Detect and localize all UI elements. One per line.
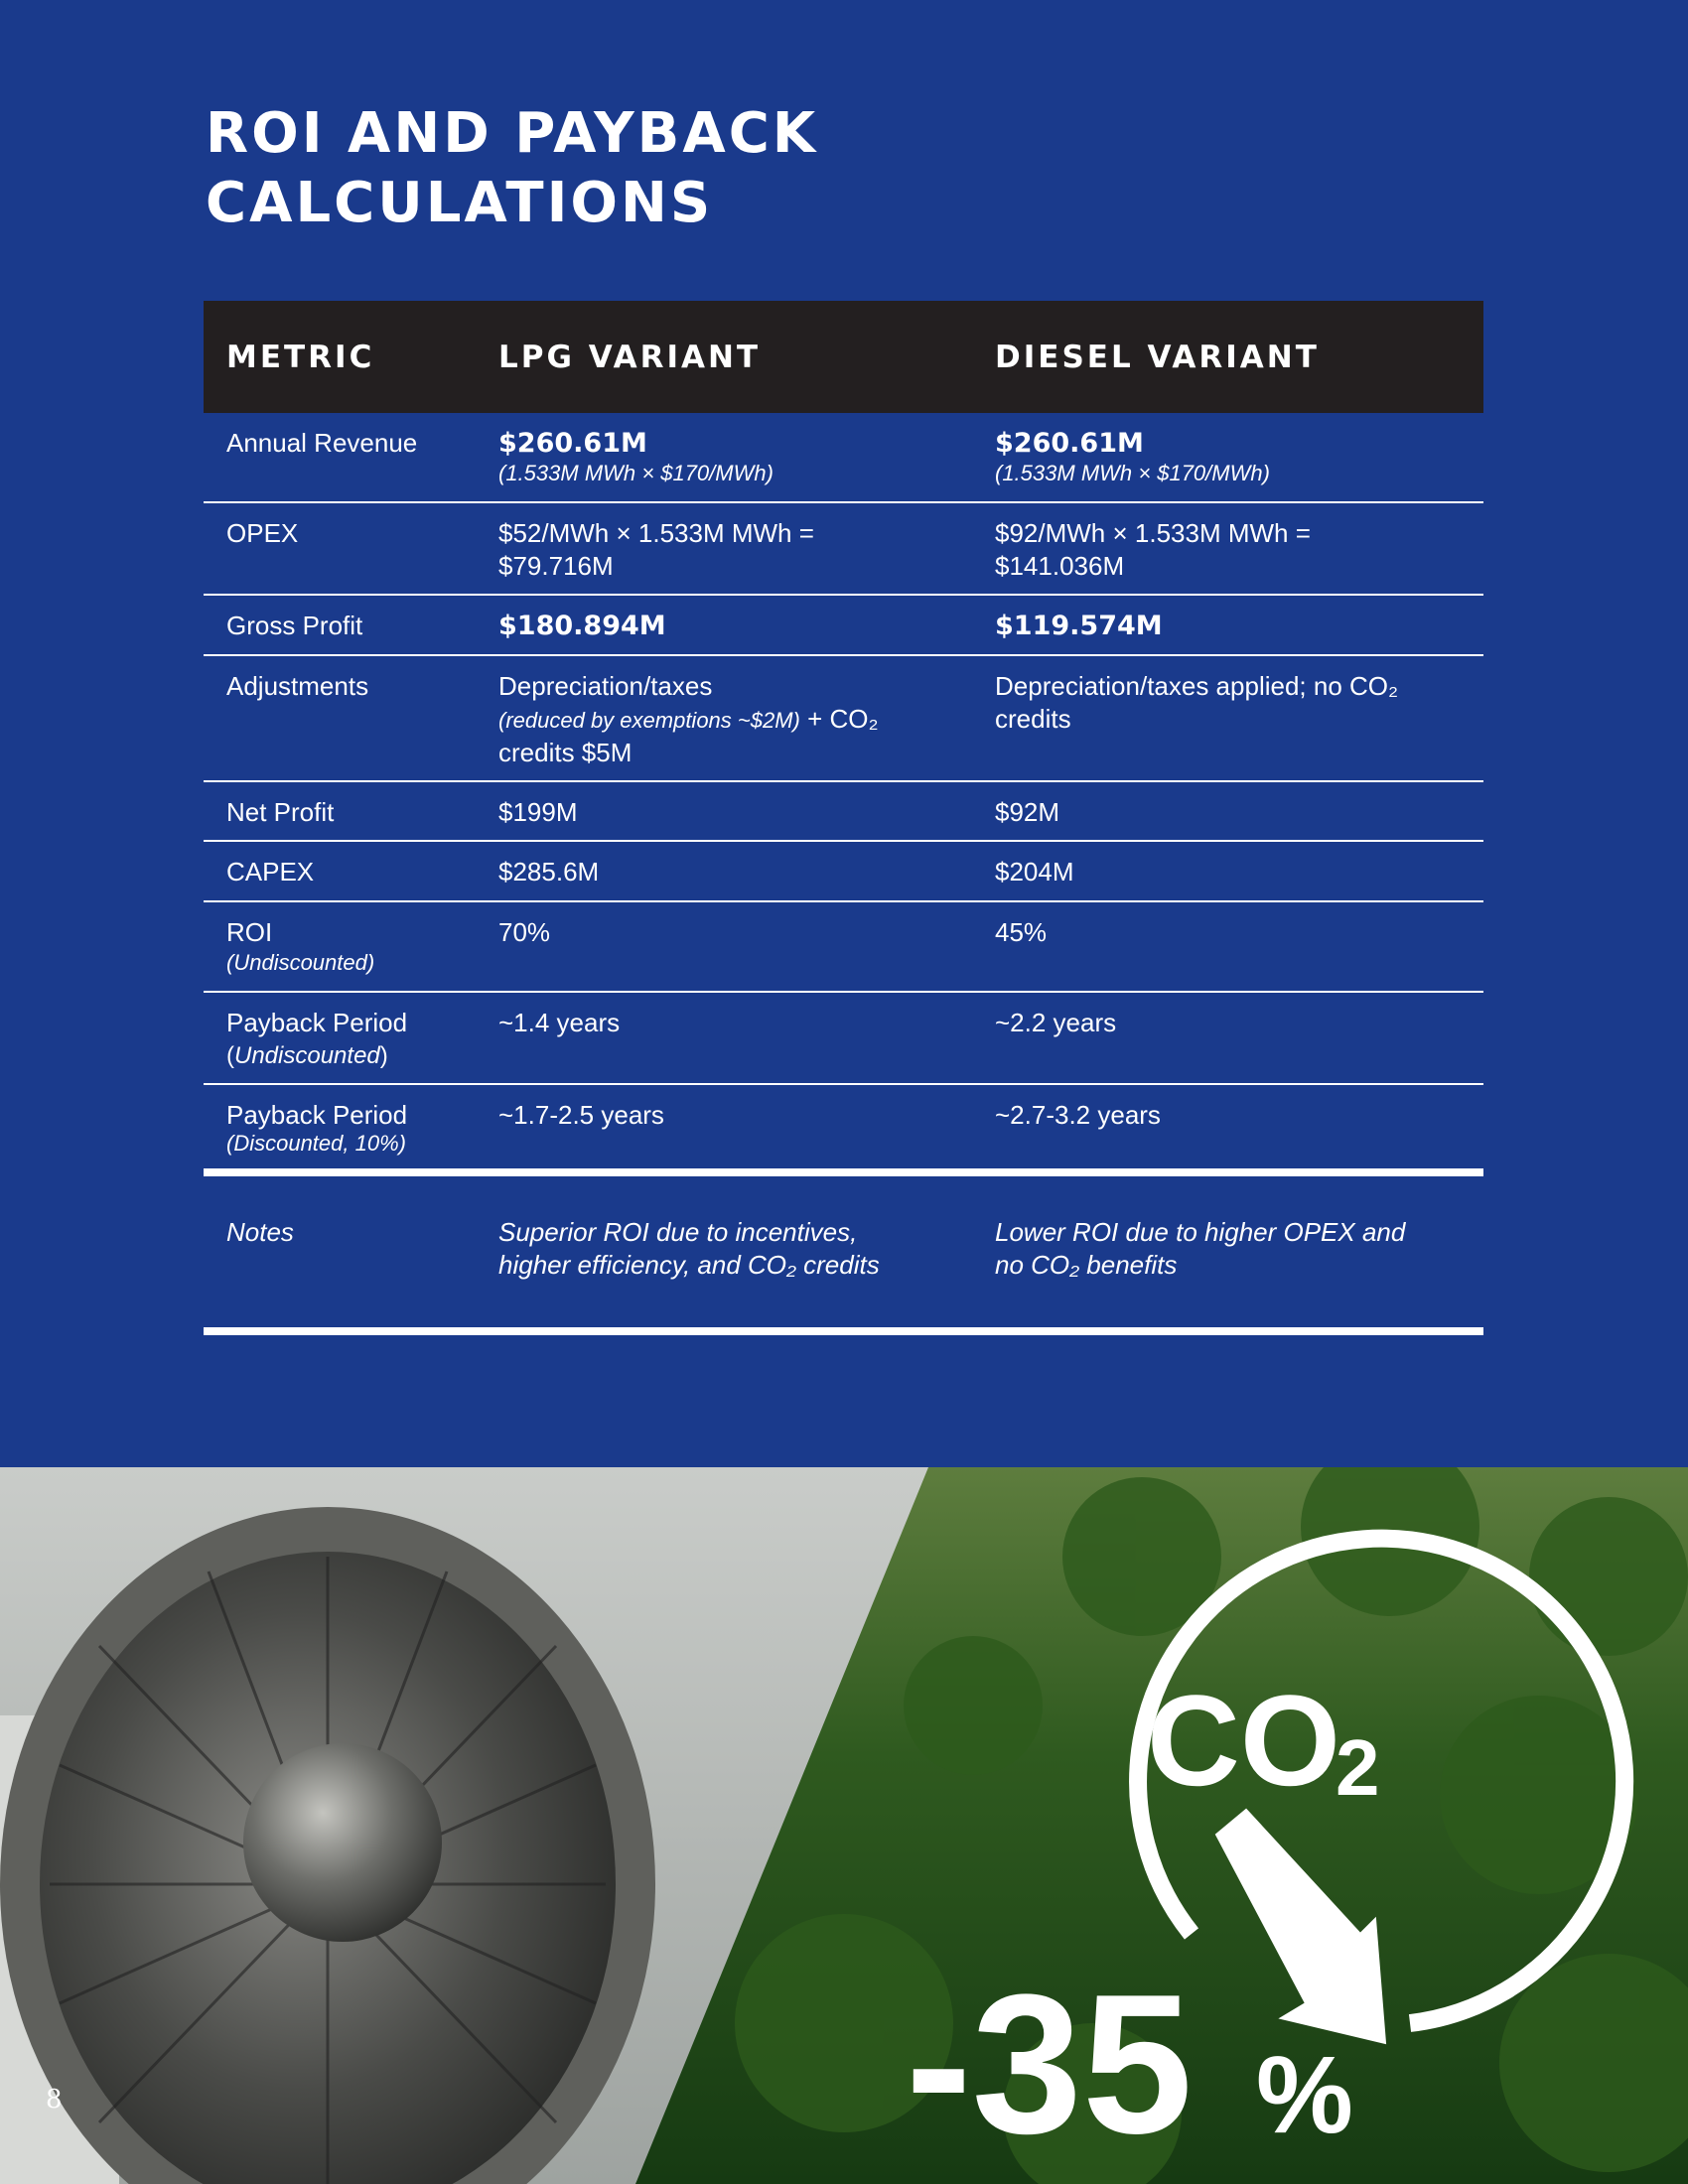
lpg-line: Depreciation/taxes (498, 671, 713, 701)
metric-note-open: ( (226, 1042, 234, 1069)
page-title-line-1: ROI AND PAYBACK (206, 101, 819, 166)
metric-note (226, 1039, 407, 1072)
lpg-note: (1.533M MWh × $170/MWh) (498, 461, 774, 485)
metric-note: (Discounted, 10%) (226, 1131, 406, 1156)
diesel-cell: $92M (995, 797, 1060, 827)
metric-cell: Gross Profit (226, 611, 363, 640)
diesel-cell: ~2.2 years (995, 1008, 1117, 1037)
diesel-line: $92/MWh × 1.533M MWh = (995, 518, 1311, 548)
lpg-cell (498, 427, 774, 487)
metric-note-close: ) (379, 1042, 388, 1069)
divider (204, 1168, 1483, 1176)
co2-subscript: 2 (1336, 1723, 1380, 1812)
lpg-co2-text: + CO₂ (799, 704, 879, 734)
notes-lpg (498, 1216, 880, 1282)
lpg-line: $79.716M (498, 551, 614, 581)
lpg-cell: 70% (498, 917, 551, 947)
table-row (204, 656, 1483, 782)
diesel-cell: 45% (995, 917, 1048, 947)
metric-note: (Undiscounted) (226, 950, 375, 975)
diesel-cell: ~2.7-3.2 years (995, 1100, 1161, 1130)
diesel-line: $141.036M (995, 551, 1125, 581)
lpg-line: credits $5M (498, 738, 633, 767)
table-row (204, 993, 1483, 1085)
lpg-cell: $199M (498, 797, 578, 827)
header-lpg: LPG VARIANT (498, 339, 762, 375)
roi-table (204, 301, 1483, 1171)
table-header (204, 301, 1483, 413)
divider (204, 1327, 1483, 1335)
diesel-note: (1.533M MWh × $170/MWh) (995, 461, 1270, 485)
metric-label: ROI (226, 917, 273, 947)
metric-cell (226, 1007, 407, 1072)
table-row (204, 842, 1483, 902)
notes-diesel (995, 1216, 1405, 1282)
page-title (206, 99, 818, 238)
metric-label: Payback Period (226, 1100, 408, 1130)
lpg-cell: ~1.7-2.5 years (498, 1100, 664, 1130)
metric-note-italic: Undiscounted (234, 1042, 380, 1069)
lpg-cell: $180.894M (498, 611, 666, 641)
turbine-nose-cone (243, 1743, 442, 1942)
notes-line: Superior ROI due to incentives, (498, 1217, 858, 1247)
diesel-cell: $204M (995, 857, 1074, 887)
diesel-cell: $119.574M (995, 611, 1163, 641)
diesel-cell (995, 427, 1270, 487)
lpg-cell: ~1.4 years (498, 1008, 621, 1037)
lpg-line: $52/MWh × 1.533M MWh = (498, 518, 814, 548)
notes-label: Notes (226, 1217, 294, 1247)
diesel-line: credits (995, 704, 1071, 734)
turbine-forest-illustration (0, 1467, 1688, 2184)
metric-cell (226, 916, 374, 977)
table-row (204, 596, 1483, 656)
page-number: 8 (46, 2085, 63, 2115)
co2-label: CO (1147, 1668, 1340, 1813)
notes-line: higher efficiency, and CO₂ credits (498, 1250, 880, 1280)
lpg-line (498, 703, 879, 737)
diesel-value: $260.61M (995, 428, 1144, 459)
metric-cell: OPEX (226, 518, 299, 548)
table-row (204, 413, 1483, 503)
hero-image (0, 1467, 1688, 2184)
metric-cell: Annual Revenue (226, 428, 418, 458)
reduction-unit: % (1256, 2034, 1353, 2156)
notes-row (204, 1216, 1483, 1296)
metric-cell: CAPEX (226, 857, 315, 887)
table-row (204, 902, 1483, 993)
table-row (204, 782, 1483, 842)
header-diesel: DIESEL VARIANT (995, 339, 1320, 375)
notes-line: no CO₂ benefits (995, 1250, 1178, 1280)
page-title-line-2: CALCULATIONS (206, 171, 714, 235)
metric-cell (226, 1099, 407, 1156)
notes-line: Lower ROI due to higher OPEX and (995, 1217, 1406, 1247)
lpg-cell (498, 670, 879, 769)
table-row (204, 503, 1483, 596)
lpg-note: (reduced by exemptions ~$2M) (498, 708, 800, 733)
metric-label: Payback Period (226, 1008, 408, 1037)
lpg-value: $260.61M (498, 428, 647, 459)
metric-cell: Net Profit (226, 797, 335, 827)
table-row (204, 1085, 1483, 1171)
metric-cell: Adjustments (226, 671, 369, 701)
lpg-cell: $285.6M (498, 857, 600, 887)
header-metric: METRIC (226, 339, 375, 375)
diesel-line: Depreciation/taxes applied; no CO₂ (995, 671, 1399, 701)
diesel-cell (995, 670, 1398, 736)
lpg-cell (498, 517, 814, 583)
diesel-cell (995, 517, 1311, 583)
reduction-value: -35 (906, 1954, 1194, 2175)
